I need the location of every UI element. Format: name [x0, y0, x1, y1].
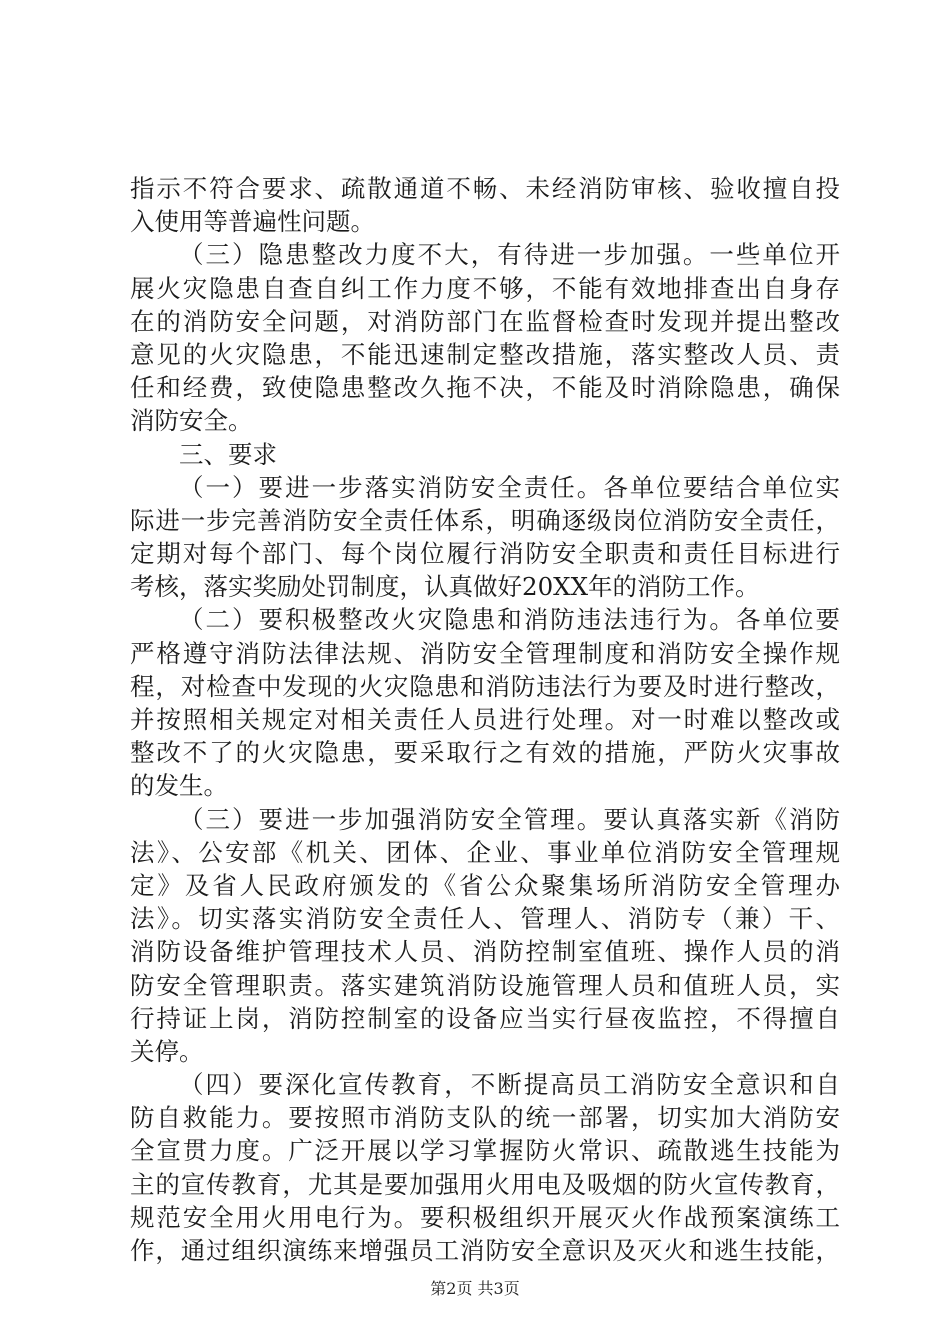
text-line: 防安全管理职责。落实建筑消防设施管理人员和值班人员，实 [130, 970, 840, 1000]
text-line: 并按照相关规定对相关责任人员进行处理。对一时难以整改或 [130, 705, 840, 734]
text-line: 整改不了的火灾隐患，要采取行之有效的措施，严防火灾事故 [130, 738, 840, 768]
text-line: 法》。切实落实消防安全责任人、管理人、消防专（兼）干、 [130, 904, 840, 934]
text-line: 的发生。 [130, 771, 228, 801]
section-heading: 三、要求 [179, 439, 277, 469]
text-line: （二）要积极整改火灾隐患和消防违法违行为。各单位要 [179, 605, 840, 635]
text-line: 规范安全用火用电行为。要积极组织开展灭火作战预案演练工 [130, 1202, 840, 1232]
text-line: 防自救能力。要按照市消防支队的统一部署，切实加大消防安 [130, 1103, 840, 1133]
text-line: 消防安全。 [130, 406, 253, 436]
text-line: 行持证上岗，消防控制室的设备应当实行昼夜监控，不得擅自 [130, 1003, 840, 1033]
text-line: 消防设备维护管理技术人员、消防控制室值班、操作人员的消 [130, 937, 840, 967]
text-line: 程，对检查中发现的火灾隐患和消防违法行为要及时进行整改， [130, 671, 840, 701]
page-number-label: 第2页 共3页 [430, 1279, 520, 1298]
text-line: 考核，落实奖励处罚制度，认真做好20XX年的消防工作。 [130, 572, 760, 602]
text-line: （一）要进一步落实消防安全责任。各单位要结合单位实 [179, 472, 840, 502]
page-footer [0, 1276, 950, 1299]
text-line: 关停。 [130, 1036, 204, 1066]
text-line: 展火灾隐患自查自纠工作力度不够，不能有效地排查出自身存 [130, 273, 840, 303]
text-line: 全宣贯力度。广泛开展以学习掌握防火常识、疏散逃生技能为 [130, 1136, 840, 1166]
text-line: （三）隐患整改力度不大，有待进一步加强。一些单位开 [179, 240, 840, 270]
text-line: 严格遵守消防法律法规、消防安全管理制度和消防安全操作规 [130, 638, 840, 668]
text-line: 主的宣传教育，尤其是要加强用火用电及吸烟的防火宣传教育， [130, 1169, 840, 1199]
text-line: 入使用等普遍性问题。 [130, 207, 375, 237]
text-line: 际进一步完善消防安全责任体系，明确逐级岗位消防安全责任， [130, 505, 840, 535]
text-line: （三）要进一步加强消防安全管理。要认真落实新《消防 [179, 804, 840, 834]
text-line: 定期对每个部门、每个岗位履行消防安全职责和责任目标进行 [130, 539, 840, 569]
text-line: 任和经费，致使隐患整改久拖不决，不能及时消除隐患，确保 [130, 373, 840, 403]
text-line: 意见的火灾隐患，不能迅速制定整改措施，落实整改人员、责 [130, 339, 840, 369]
text-line: 法》、公安部《机关、团体、企业、事业单位消防安全管理规 [130, 837, 840, 867]
text-line: 定》及省人民政府颁发的《省公众聚集场所消防安全管理办 [130, 870, 840, 900]
text-line: 指示不符合要求、疏散通道不畅、未经消防审核、验收擅自投 [130, 174, 840, 203]
text-line: （四）要深化宣传教育，不断提高员工消防安全意识和自 [179, 1070, 840, 1100]
document-body [130, 172, 840, 1267]
text-line: 在的消防安全问题，对消防部门在监督检查时发现并提出整改 [130, 306, 840, 336]
text-line: 作，通过组织演练来增强员工消防安全意识及灭火和逃生技能， [130, 1236, 840, 1265]
